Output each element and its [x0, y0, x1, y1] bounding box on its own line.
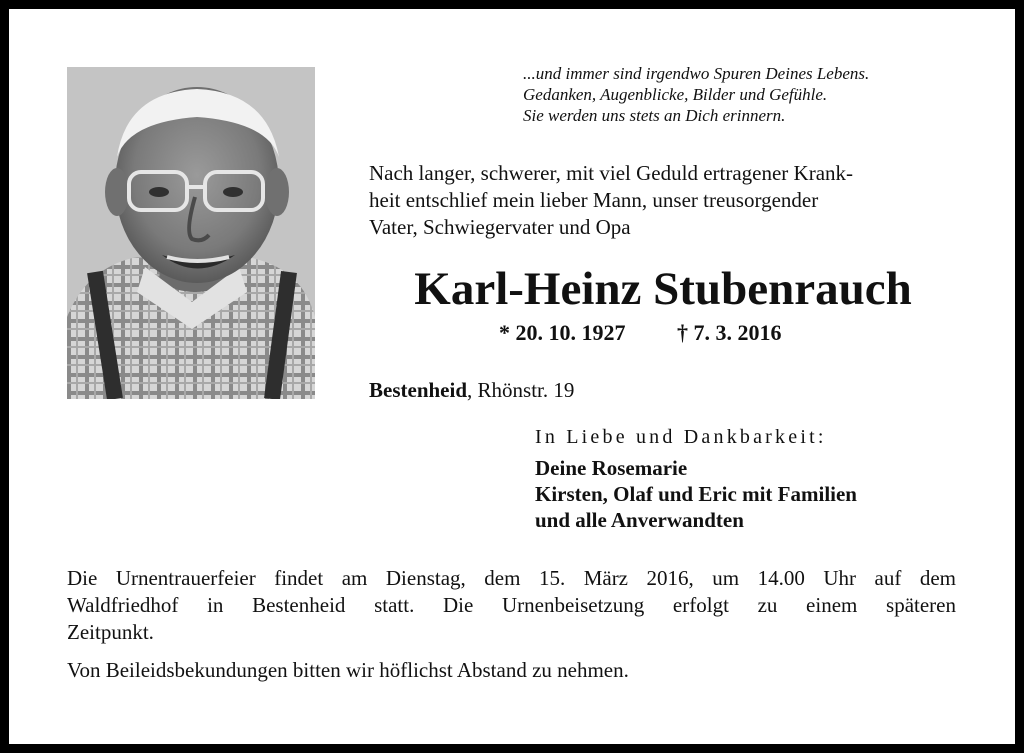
intro-line: heit entschlief mein lieber Mann, unser treusorgender — [369, 188, 819, 212]
intro-text — [369, 160, 957, 241]
ceremony-line: Zeitpunkt. — [67, 620, 154, 644]
quote-line: Gedanken, Augenblicke, Bilder und Gefühle. — [523, 85, 828, 104]
ceremony-line: Die Urnentrauerfeier findet am Dienstag, dem 15. März 2016, um 14.00 Uhr auf dem — [67, 566, 956, 590]
death-date: † 7. 3. 2016 — [677, 320, 782, 345]
mourner-line: und alle Anverwandten — [535, 508, 744, 532]
portrait-photo — [67, 67, 315, 399]
mourner-line: Deine Rosemarie — [535, 456, 688, 480]
obituary-notice — [9, 9, 1015, 744]
ceremony-line: Waldfriedhof in Bestenheid statt. Die Urnenbeisetzung erfolgt zu einem späteren — [67, 593, 956, 617]
memorial-quote — [523, 63, 869, 126]
address — [369, 376, 574, 404]
mourners-list — [535, 455, 857, 533]
mourners-heading: In Liebe und Dankbarkeit: — [535, 426, 827, 448]
portrait-illustration — [67, 67, 315, 399]
ceremony-info — [67, 565, 956, 646]
birth-date: * 20. 10. 1927 — [499, 320, 626, 345]
condolence-note: Von Beileidsbekundungen bitten wir höflichst Abstand zu nehmen. — [67, 658, 629, 682]
intro-line: Vater, Schwiegervater und Opa — [369, 215, 631, 239]
quote-line: ...und immer sind irgendwo Spuren Deines Lebens. — [523, 64, 870, 83]
address-street: , Rhönstr. 19 — [467, 378, 575, 402]
address-town: Bestenheid — [369, 378, 468, 402]
life-dates — [499, 319, 782, 347]
quote-line: Sie werden uns stets an Dich erinnern. — [523, 106, 786, 125]
deceased-name: Karl-Heinz Stubenrauch — [414, 263, 912, 315]
intro-line: Nach langer, schwerer, mit viel Geduld ertragener Krank- — [369, 161, 854, 185]
mourner-line: Kirsten, Olaf und Eric mit Familien — [535, 482, 857, 506]
